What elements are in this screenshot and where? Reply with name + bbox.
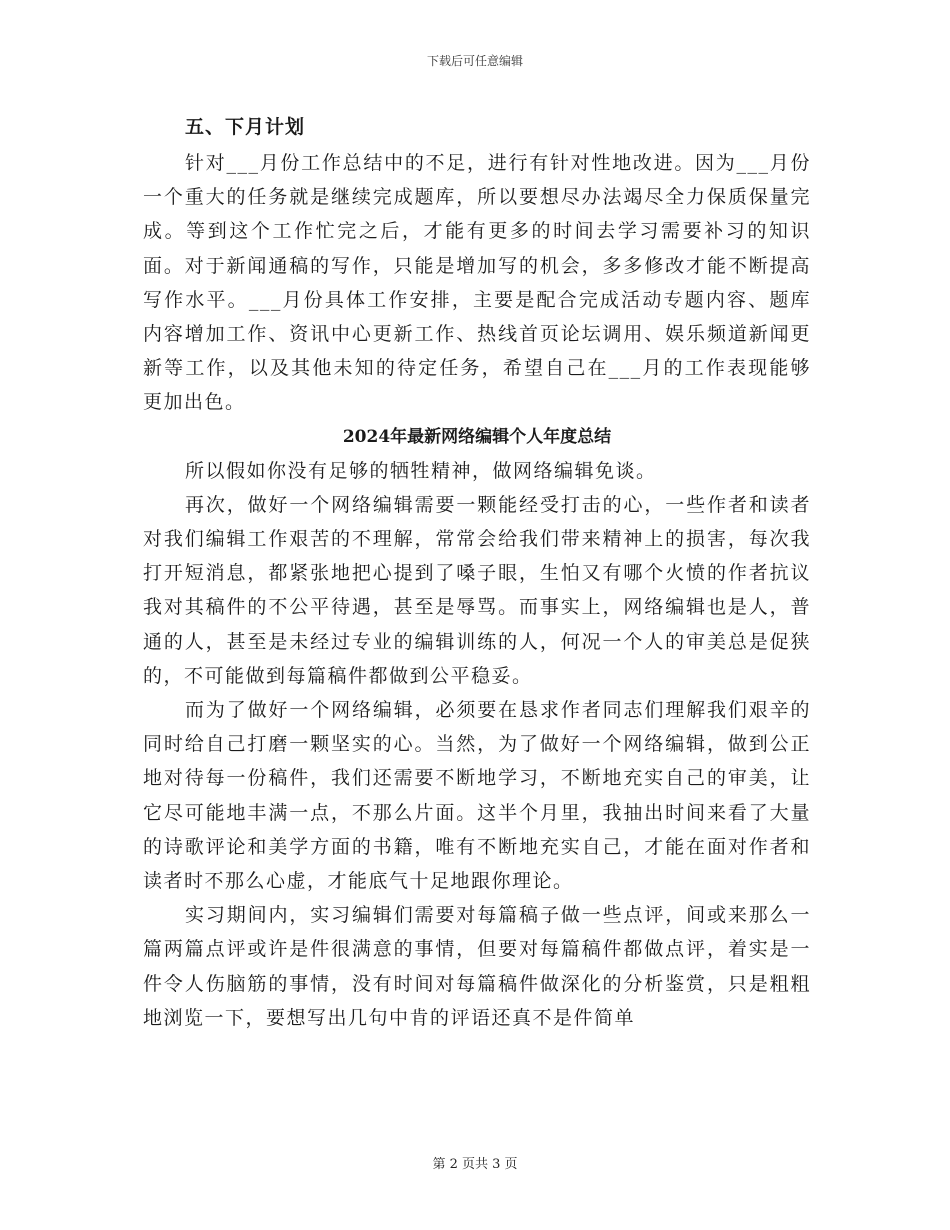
page-number: 第 2 页共 3 页 [432,1157,518,1172]
document-body [143,110,811,1035]
paragraph: 而为了做好一个网络编辑，必须要在恳求作者同志们理解我们艰辛的同时给自己打磨一颗坚实的心。当然，为了做好一个网络编辑，做到公正地对待每一份稿件，我们还需要不断地学习，不断地充实自己的审美，让它尽可能地丰满一点，不那么片面。这半个月里，我抽出时间来看了大量的诗歌评论和美学方面的书籍，唯有不断地充实自己，才能在面对作者和读者时不那么心虚，才能底气十足地跟你理论。 [143,699,811,893]
paragraph: 所以假如你没有足够的牺牲精神，做网络编辑免谈。 [185,459,657,482]
document-title: 2024年最新网络编辑个人年度总结 [342,426,612,447]
paragraph: 针对___月份工作总结中的不足，进行有针对性地改进。因为___月份一个重大的任务就是继续完成题库，所以要想尽办法竭尽全力保质保量完成。等到这个工作忙完之后，才能有更多的时间去学习需要补习的知识面。对于新闻通稿的写作，只能是增加写的机会，多多修改才能不断提高写作水平。___月份具体工作安排，主要是配合完成活动专题内容、题库内容增加工作、资讯中心更新工作、热线首页论坛调用、娱乐频道新闻更新等工作，以及其他未知的待定任务，希望自己在___月的工作表现能够更加出色。 [143,152,811,414]
section-heading: 五、下月计划 [185,116,306,138]
paragraph: 再次，做好一个网络编辑需要一颗能经受打击的心，一些作者和读者对我们编辑工作艰苦的不理解，常常会给我们带来精神上的损害，每次我打开短消息，都紧张地把心提到了嗓子眼，生怕又有哪个火愤的作者抗议我对其稿件的不公平待遇，甚至是辱骂。而事实上，网络编辑也是人，普通的人，甚至是未经过专业的编辑训练的人，何况一个人的审美总是促狭的，不可能做到每篇稿件都做到公平稳妥。 [143,493,811,687]
page-header-note: 下载后可任意编辑 [426,54,523,68]
paragraph: 实习期间内，实习编辑们需要对每篇稿子做一些点评，间或来那么一篇两篇点评或许是件很满意的事情，但要对每篇稿件都做点评，着实是一件令人伤脑筋的事情，没有时间对每篇稿件做深化的分析鉴赏，只是粗粗地浏览一下，要想写出几句中肯的评语还真不是件简单 [143,904,811,1029]
